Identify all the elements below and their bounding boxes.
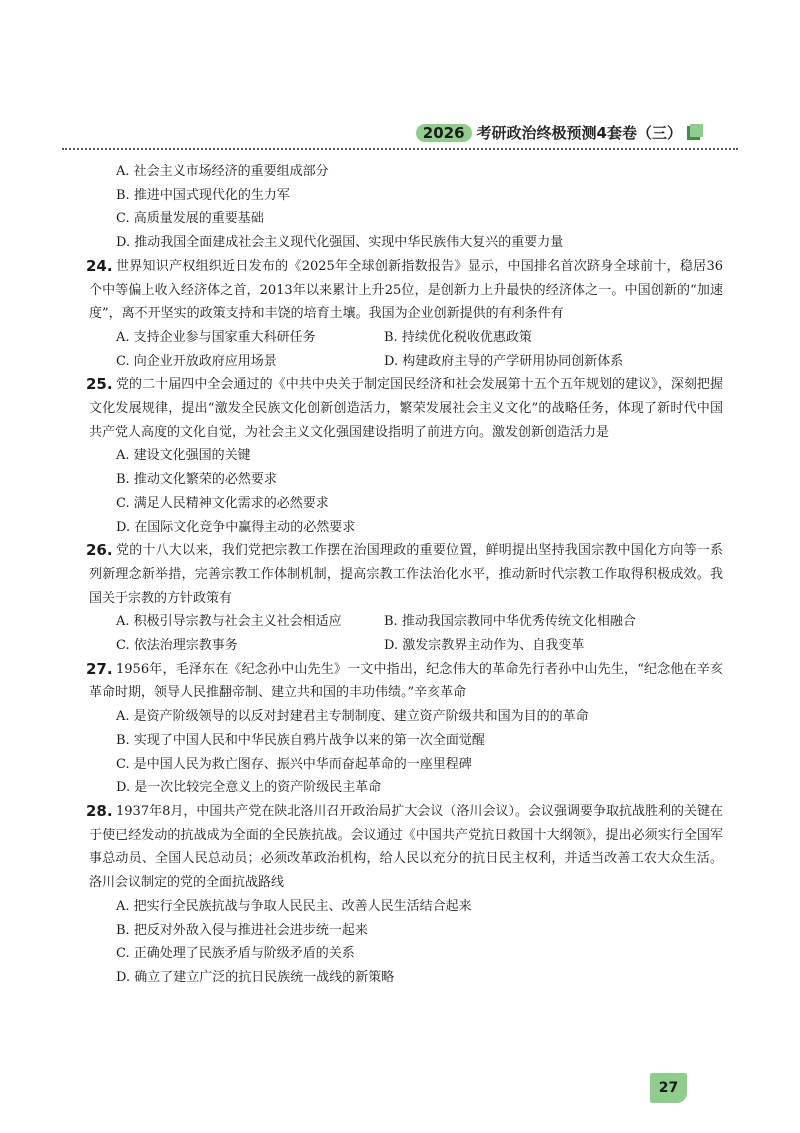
option-b: B. 推动文化繁荣的必然要求 bbox=[116, 472, 277, 488]
option-c: C. 向企业开放政府应用场景 bbox=[116, 353, 277, 369]
option-d: D. 是一次比较完全意义上的资产阶级民主革命 bbox=[116, 780, 382, 796]
option-b: B. 实现了中国人民和中华民族自鸦片战争以来的第一次全面觉醒 bbox=[116, 732, 485, 748]
option-b: B. 推进中国式现代化的生力军 bbox=[116, 187, 290, 203]
option-b: B. 把反对外敌入侵与推进社会进步统一起来 bbox=[116, 922, 368, 938]
question-stem: 1937年8月，中国共产党在陕北洛川召开政治局扩大会议（洛川会议）。会议强调要争取抗战胜利的关键在于使已经发动的抗战成为全面的全民族抗战。会议通过《中国共产党抗日救国十大纲领》，提出必须实行全国军事总动员、全国人民总动员；必须改革政治机构，给人民以充分的抗日民主权利，并适当改善工农大众生活。洛川会议制定的党的全面抗战路线 bbox=[89, 803, 723, 891]
page-header bbox=[0, 118, 800, 148]
option-d: D. 推动我国全面建成社会主义现代化强国、实现中华民族伟大复兴的重要力量 bbox=[116, 235, 564, 251]
question-24 bbox=[86, 255, 723, 374]
option-a: A. 支持企业参与国家重大科研任务 bbox=[116, 329, 316, 345]
option-c: C. 依法治理宗教事务 bbox=[116, 638, 238, 654]
question-stem: 世界知识产权组织近日发布的《2025年全球创新指数报告》显示，中国排名首次跻身全球前十，稳居36个中等偏上收入经济体之首，2013年以来累计上升25位，是创新力上升最快的经济体之一。中国创新的“加速度”，离不开坚实的政策支持和丰饶的培育土壤。我国为企业创新提供的有利条件有 bbox=[89, 258, 723, 322]
question-number: 25. bbox=[86, 375, 113, 394]
option-a: A. 把实行全民族抗战与争取人民民主、改善人民生活结合起来 bbox=[116, 898, 472, 914]
option-c: C. 满足人民精神文化需求的必然要求 bbox=[116, 495, 329, 511]
question-27 bbox=[86, 658, 723, 800]
option-d: D. 在国际文化竞争中赢得主动的必然要求 bbox=[116, 519, 356, 535]
options-row bbox=[89, 326, 723, 350]
header-title bbox=[416, 122, 682, 143]
option-d: D. 确立了建立广泛的抗日民族统一战线的新策略 bbox=[116, 969, 395, 985]
question-content bbox=[86, 160, 723, 990]
option-a: A. 积极引导宗教与社会主义社会相适应 bbox=[116, 614, 342, 630]
option-b: B. 持续优化税收优惠政策 bbox=[384, 329, 532, 345]
question-stem: 1956年，毛泽东在《纪念孙中山先生》一文中指出，纪念伟大的革命先行者孙中山先生，“纪念他在辛亥革命时期，领导人民推翻帝制、建立共和国的丰功伟绩。”辛亥革命 bbox=[89, 661, 723, 701]
options-row bbox=[89, 350, 723, 374]
question-stem: 党的十八大以来，我们党把宗教工作摆在治国理政的重要位置，鲜明提出坚持我国宗教中国化方向等一系列新理念新举措，完善宗教工作体制机制，提高宗教工作法治化水平，推动新时代宗教工作取得积极成效。我国关于宗教的方针政策有 bbox=[89, 543, 723, 606]
question-number: 24. bbox=[86, 256, 113, 275]
question-26 bbox=[86, 539, 723, 658]
options-row bbox=[89, 610, 723, 634]
option-d: D. 激发宗教界主动作为、自我变革 bbox=[384, 638, 585, 654]
book-flag-icon bbox=[686, 124, 704, 142]
option-d: D. 构建政府主导的产学研用协同创新体系 bbox=[384, 353, 624, 369]
option-b: B. 推动我国宗教同中华优秀传统文化相融合 bbox=[384, 614, 636, 630]
question-number: 27. bbox=[86, 659, 113, 678]
question-28 bbox=[86, 800, 723, 990]
option-c: C. 正确处理了民族矛盾与阶级矛盾的关系 bbox=[116, 946, 355, 962]
page-number: 27 bbox=[650, 1073, 687, 1103]
header-year-badge: 2026 bbox=[416, 124, 472, 142]
question-23-options-block bbox=[89, 160, 723, 255]
options-row bbox=[89, 634, 723, 658]
option-c: C. 高质量发展的重要基础 bbox=[116, 211, 264, 227]
question-number: 28. bbox=[86, 801, 113, 820]
question-25 bbox=[86, 373, 723, 539]
option-a: A. 是资产阶级领导的以反对封建君主专制制度、建立资产阶级共和国为目的的革命 bbox=[116, 709, 589, 725]
option-a: A. 建设文化强国的关键 bbox=[116, 448, 251, 464]
option-c: C. 是中国人民为救亡图存、振兴中华而奋起革命的一座里程碑 bbox=[116, 756, 472, 772]
question-stem: 党的二十届四中全会通过的《中共中央关于制定国民经济和社会发展第十五个五年规划的建议》，深刻把握文化发展规律，提出“激发全民族文化创新创造活力，繁荣发展社会主义文化”的战略任务，体现了新时代中国共产党人高度的文化自觉，为社会主义文化强国建设指明了前进方向。激发创新创造活力是 bbox=[89, 377, 723, 440]
question-number: 26. bbox=[86, 541, 113, 560]
header-divider bbox=[62, 148, 738, 150]
option-a: A. 社会主义市场经济的重要组成部分 bbox=[116, 164, 329, 179]
header-title-text: 考研政治终极预测4套卷（三） bbox=[476, 124, 682, 142]
